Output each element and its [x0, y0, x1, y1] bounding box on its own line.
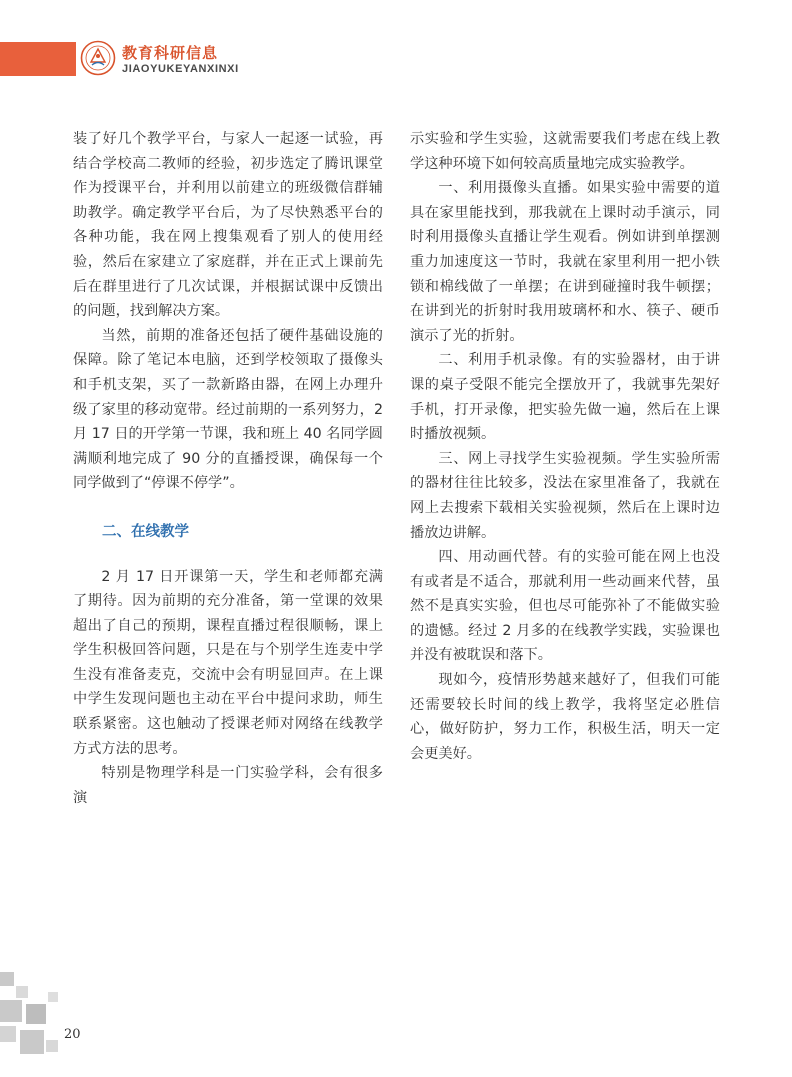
journal-pinyin: JIAOYUKEYANXINXI	[122, 63, 239, 75]
paragraph: 特别是物理学科是一门实验学科，会有很多演	[73, 765, 383, 806]
section-heading: 二、在线教学	[102, 523, 189, 540]
page-number: 20	[64, 1027, 81, 1042]
paragraph: 四、用动画代替。有的实验可能在网上也没有或者是不适合，那就利用一些动画来代替，虽然不是真实实验，但也尽可能弥补了不能做实验的遗憾。经过 2 月多的在线教学实践，实验课也并没有被耽误和落下。	[410, 549, 720, 664]
header-accent-bar	[0, 42, 76, 76]
paragraph: 现如今，疫情形势越来越好了，但我们可能还需要较长时间的线上教学，我将坚定必胜信心，做好防护，努力工作，积极生活，明天一定会更美好。	[410, 672, 720, 762]
paragraph: 三、网上寻找学生实验视频。学生实验所需的器材往往比较多，没法在家里准备了，我就在网上去搜索下载相关实验视频，然后在上课时边播放边讲解。	[410, 450, 720, 541]
paragraph: 示实验和学生实验，这就需要我们考虑在线上教学这种环境下如何较高质量地完成实验教学。	[410, 131, 720, 172]
left-column	[73, 127, 383, 810]
paragraph: 一、利用摄像头直播。如果实验中需要的道具在家里能找到，那我就在上课时动手演示，同时利用摄像头直播让学生观看。例如讲到单摆测重力加速度这一节时，我就在家里利用一把小铁锁和棉线做了一单摆；在讲到碰撞时我牛顿摆；在讲到光的折射时我用玻璃杯和水、筷子、硬币演示了光的折射。	[410, 180, 720, 344]
paragraph: 装了好几个教学平台，与家人一起逐一试验，再结合学校高二教师的经验，初步选定了腾讯课堂作为授课平台，并利用以前建立的班级微信群辅助教学。确定教学平台后，为了尽快熟悉平台的各种功能，我在网上搜集观看了别人的使用经验，然后在家建立了家庭群，并在正式上课前先后在群里进行了几次试课，并根据试课中反馈出的问题，找到解决方案。	[73, 131, 383, 320]
school-emblem-icon	[80, 40, 116, 76]
paragraph: 二、利用手机录像。有的实验器材，由于讲课的桌子受限不能完全摆放开了，我就事先架好手机，打开录像，把实验先做一遍，然后在上课时播放视频。	[410, 352, 720, 443]
paragraph: 当然，前期的准备还包括了硬件基础设施的保障。除了笔记本电脑，还到学校领取了摄像头和手机支架，买了一款新路由器，在网上办理升级了家里的移动宽带。经过前期的一系列努力，2 月 17 日的开学第一节课，我和班上 40 名同学圆满顺利地完成了 90 分的直播授课，确保每一个同学做到了“停课不停学”。	[73, 327, 383, 492]
journal-title: 教育科研信息	[122, 44, 219, 62]
right-column	[410, 127, 720, 766]
paragraph: 2 月 17 日开课第一天，学生和老师都充满了期待。因为前期的充分准备，第一堂课的效果超出了自己的预期，课程直播过程很顺畅，课上学生积极回答问题，只是在与个别学生连麦中学生没有准备麦克，交流中会有明显回声。在上课中学生发现问题也主动在平台中提问求助，师生联系紧密。这也触动了授课老师对网络在线教学方式方法的思考。	[73, 568, 383, 757]
